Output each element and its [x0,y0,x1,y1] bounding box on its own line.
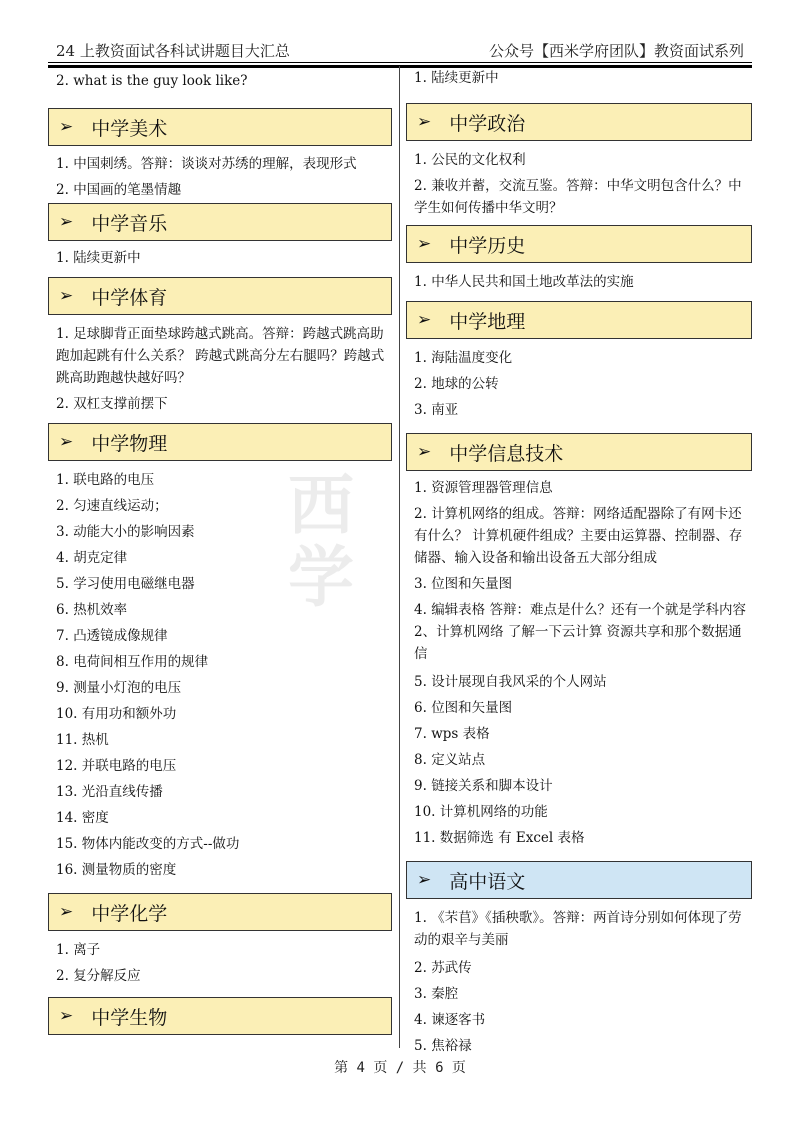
list-item: 1. 公民的文化权利 [414,152,526,168]
arrow-icon: ➢ [417,442,432,462]
list-item: 7. 凸透镜成像规律 [56,628,168,644]
list-item: 4. 谏逐客书 [414,1012,486,1028]
arrow-icon: ➢ [417,234,432,254]
arrow-icon: ➢ [59,286,74,306]
list-item: 2. 匀速直线运动； [56,498,168,514]
list-item: 11. 热机 [56,732,109,748]
section-heading: ➢ 中学信息技术 [406,433,752,471]
list-item: 10. 计算机网络的功能 [414,804,548,820]
list-item: 2. 双杠支撑前摆下 [56,396,168,412]
list-item: 5. 设计展现自我风采的个人网站 [414,674,607,690]
list-item: 1. 陆续更新中 [56,250,141,266]
list-item: 1. 中国刺绣。答辩：谈谈对苏绣的理解，表现形式 [56,156,357,172]
list-item: 1. 陆续更新中 [414,70,499,86]
arrow-icon: ➢ [59,212,74,232]
list-item: 2. 复分解反应 [56,968,141,984]
page-footer: 第 4 页 / 共 6 页 [334,1060,466,1076]
list-item: 8. 电荷间相互作用的规律 [56,654,209,670]
list-item: 10. 有用功和额外功 [56,706,177,722]
list-item: 14. 密度 [56,810,109,826]
section-heading: ➢ 中学物理 [48,423,392,461]
watermark-seal: 西 学 [288,467,354,616]
column-divider [399,66,400,1048]
section-heading: ➢ 中学音乐 [48,203,392,241]
list-item: 3. 位图和矢量图 [414,576,513,592]
list-item: 15. 物体内能改变的方式--做功 [56,836,240,852]
right-column [406,66,752,1059]
list-item: 9. 链接关系和脚本设计 [414,778,553,794]
section-heading: ➢ 中学生物 [48,997,392,1035]
arrow-icon: ➢ [59,1006,74,1026]
section-heading: ➢ 中学政治 [406,103,752,141]
list-item: 11. 数据筛选 有 Excel 表格 [414,830,585,846]
list-item: 6. 热机效率 [56,602,128,618]
header-right: 公众号【西米学府团队】教资面试系列 [488,42,744,60]
header-left: 24 上教资面试各科试讲题目大汇总 [56,42,290,60]
arrow-icon: ➢ [417,310,432,330]
list-item: 2. 苏武传 [414,960,472,976]
list-item: 1. 海陆温度变化 [414,350,513,366]
list-item: 1. 足球脚背正面垫球跨越式跳高。答辩：跨越式跳高助跑加起跳有什么关系？ 跨越式跳高分左右腿吗？跨越式跳高助跑越快越好吗？ [56,326,385,386]
header-rule-thin [48,62,752,63]
arrow-icon: ➢ [59,902,74,922]
list-item: 2. 中国画的笔墨情趣 [56,182,182,198]
list-item: 5. 学习使用电磁继电器 [56,576,195,592]
section-heading: ➢ 中学历史 [406,225,752,263]
list-item: 9. 测量小灯泡的电压 [56,680,182,696]
list-item: 4. 胡克定律 [56,550,128,566]
left-column [48,66,392,1035]
arrow-icon: ➢ [59,117,74,137]
arrow-icon: ➢ [417,112,432,132]
list-item: 8. 定义站点 [414,752,486,768]
section-heading: ➢ 中学体育 [48,277,392,315]
list-item: 1. 离子 [56,942,101,958]
list-item: 1. 联电路的电压 [56,472,155,488]
list-item: 16. 测量物质的密度 [56,862,177,878]
arrow-icon: ➢ [59,432,74,452]
list-item: 6. 位图和矢量图 [414,700,513,716]
section-heading: ➢ 中学化学 [48,893,392,931]
section-heading: ➢ 中学地理 [406,301,752,339]
list-item: 12. 并联电路的电压 [56,758,177,774]
list-item: 1. 《芣苢》《插秧歌》。答辩：两首诗分别如何体现了劳动的艰辛与美丽 [414,910,742,948]
list-item: 3. 南亚 [414,402,459,418]
list-item: 1. 中华人民共和国土地改革法的实施 [414,274,634,290]
list-item: 2. 地球的公转 [414,376,499,392]
section-heading-highlighted: ➢ 高中语文 [406,861,752,899]
list-item: 2. 计算机网络的组成。答辩：网络适配器除了有网卡还有什么？ 计算机硬件组成？主要由运算器、控制器、存储器、输入设备和输出设备五大部分组成 [414,506,743,566]
section-heading: ➢ 中学美术 [48,108,392,146]
list-item: 3. 秦腔 [414,986,459,1002]
list-item: 3. 动能大小的影响因素 [56,524,195,540]
list-item: 1. 资源管理器管理信息 [414,480,553,496]
list-item: 7. wps 表格 [414,726,490,742]
list-item: 5. 焦裕禄 [414,1038,472,1054]
arrow-icon: ➢ [417,870,432,890]
list-item: 2. what is the guy look like? [56,73,248,89]
list-item: 2. 兼收并蓄，交流互鉴。答辩：中华文明包含什么？中学生如何传播中华文明？ [414,178,742,216]
list-item: 13. 光沿直线传播 [56,784,163,800]
list-item: 4. 编辑表格 答辩：难点是什么？还有一个就是学科内容 2、计算机网络 了解一下云计算 资源共享和那个数据通信 [414,602,746,662]
